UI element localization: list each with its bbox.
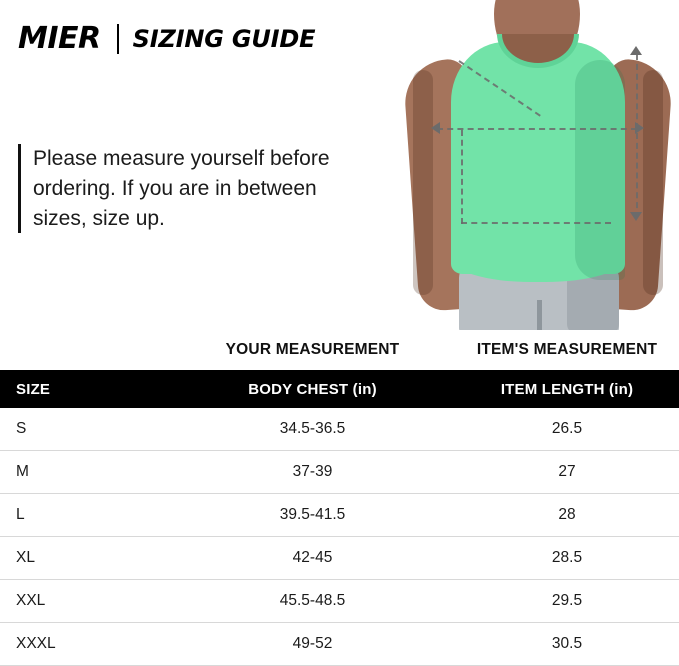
column-header-body-chest: BODY CHEST (in) [248, 380, 377, 398]
brand-divider [117, 24, 119, 54]
cell-body-chest: 49-52 [292, 635, 333, 652]
left-arm-shadow [413, 70, 433, 295]
table-row [0, 408, 679, 451]
cell-body-chest: 34.5-36.5 [279, 420, 346, 437]
sizing-table [0, 330, 679, 666]
table-row [0, 580, 679, 623]
cell-item-length: 26.5 [551, 420, 583, 437]
cell-item-length: 30.5 [551, 635, 583, 652]
shorts-seam [537, 300, 542, 330]
column-header-size: SIZE [16, 380, 51, 398]
measure-note: Please measure yourself before ordering. If you are in between sizes, size up. [18, 144, 368, 233]
chest-measure-arrow-left [431, 122, 440, 134]
brand-row [18, 22, 315, 56]
length-measure-line [636, 54, 638, 218]
length-measure-arrow-bottom [630, 212, 642, 221]
cell-size: M [16, 463, 29, 480]
length-measure-arrow-top [630, 46, 642, 55]
group-header-your-measurement: YOUR MEASUREMENT [225, 341, 400, 358]
table-row [0, 537, 679, 580]
table-group-header-row [0, 330, 679, 370]
cell-size: XL [16, 549, 35, 566]
group-header-items-measurement: ITEM'S MEASUREMENT [476, 341, 658, 358]
header [0, 0, 679, 330]
cell-size: XXL [16, 592, 46, 609]
table-row [0, 451, 679, 494]
cell-body-chest: 37-39 [292, 463, 333, 480]
cell-body-chest: 39.5-41.5 [279, 506, 346, 523]
cell-item-length: 27 [558, 463, 576, 480]
product-photo [389, 0, 679, 330]
side-guide-line [461, 130, 463, 224]
brand-logo: MIER [18, 21, 101, 56]
chest-measure-line [437, 128, 637, 130]
page-title: SIZING GUIDE [132, 25, 316, 53]
table-row [0, 623, 679, 666]
column-header-item-length: ITEM LENGTH (in) [500, 380, 634, 398]
cell-item-length: 28.5 [551, 549, 583, 566]
cell-size: L [16, 506, 25, 523]
tank-top-shadow [575, 60, 625, 280]
table-column-header-row [0, 370, 679, 408]
right-arm-shadow [643, 70, 663, 295]
cell-item-length: 28 [558, 506, 576, 523]
table-row [0, 494, 679, 537]
cell-body-chest: 42-45 [292, 549, 333, 566]
cell-body-chest: 45.5-48.5 [279, 592, 346, 609]
cell-size: S [16, 420, 27, 437]
cell-item-length: 29.5 [551, 592, 583, 609]
hem-guide-line [461, 222, 611, 224]
cell-size: XXXL [16, 635, 56, 652]
